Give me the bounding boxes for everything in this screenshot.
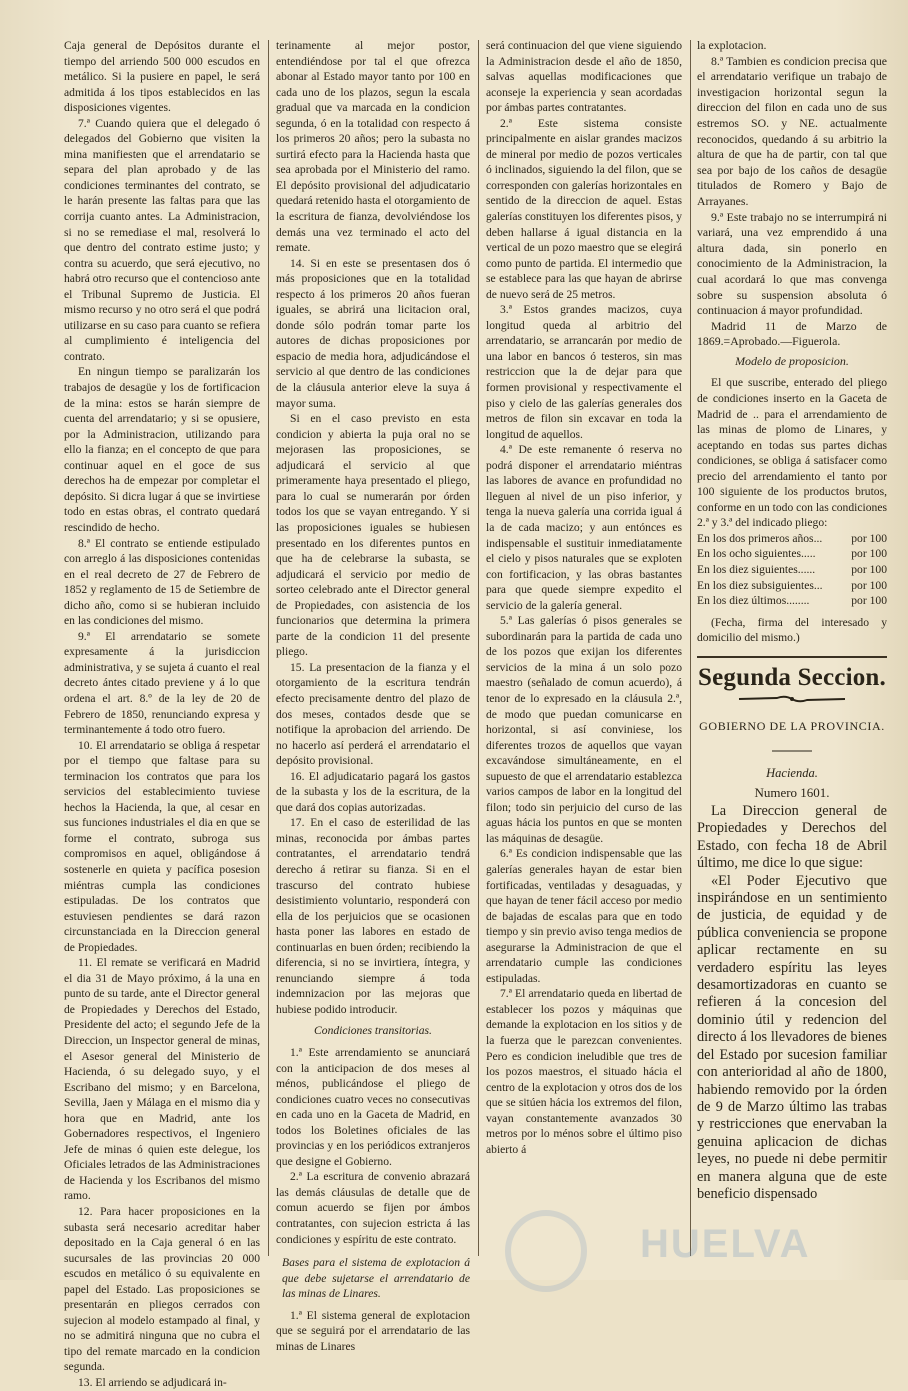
paragraph: 2.ª Este sistema consiste principalmente en aislar grandes macizos de mineral por medio de pozos verticales ó inclinados, siguiendo la del filon, que se corresponden con galerías horizontales en sentido de la direccion de aquel. Estas galerías constituyen los diferentes pisos, y deben hallarse á igual distancia en la vertical de un pozo maestro que se elegirá como punto de partida. El intermedio que se establece para las que hayan de abrirse de nuevo será de 25 metros. — [486, 116, 682, 301]
paragraph: 9.ª El arrendatario se somete expresamente á la jurisdiccion administrativa, y se sujeta á cuanto el real decreto ántes citado previene y á lo que ordena el art. 8.º de la ley de 20 de Febrero de 1850, renunciando expresa y terminantemente á todo otro fuero. — [64, 629, 260, 737]
row-label: En los diez subsiguientes... — [697, 578, 823, 592]
price-row — [697, 546, 887, 562]
paragraph: 3.ª Estos grandes macizos, cuya longitud queda al arbitrio del arrendatario, se arrancarán por medio de una labor en bancos ó testeros, sin mas restriccion que la de dejar para que formen provisional y respectivamente el piso y cielo de las galerías generales dos metros de filon sin excavar en toda la longitud de aquellos. — [486, 303, 682, 441]
paragraph: Caja general de Depósitos durante el tiempo del arriendo 500 000 escudos en metálico. Si la pusiere en papel, le será admitida á los tipos establecidos en las disposiciones vigentes. — [64, 39, 260, 115]
paragraph: 9.ª Este trabajo no se interrumpirá ni variará, una vez emprendido á una altura dada, sin ponerlo en conocimiento de la Administracion, la cual acordará lo que mas convenga sobre su suspension absoluta ó continuacion á mayor profundidad. — [697, 209, 887, 318]
paragraph: 17. En el caso de esterilidad de las minas, reconocida por ámbas partes contratantes, el arrendatario tendrá derecho á retirar su fianza. Si en el trascurso del contrato hubiese desistimiento voluntario, responderá con ella de los perjuicios que se ocasionen hasta poner las labores en estado de continuarlas en buen órden; recibiendo la diferencia, si no se invirtiera, íntegra, y renunciando siempre á toda indemnizacion por las mejoras que hubiese podido introducir. — [276, 816, 470, 1016]
bases-heading: Bases para el sistema de explotacion á que debe sujetarse el arrendatario de las minas de Linares. — [282, 1256, 470, 1301]
paragraph: será continuacion del que viene siguiendo la Administracion desde el año de 1850, salvas aquellas modificaciones que aconseje la experiencia y sean acordadas por ámbas partes contratantes. — [486, 39, 682, 115]
row-value: por 100 — [851, 594, 887, 608]
paragraph: 1.ª El sistema general de explotacion que se seguirá por el arrendatario de las minas de Linares — [276, 1308, 470, 1353]
row-value: por 100 — [851, 578, 887, 592]
row-label: En los diez últimos........ — [697, 594, 810, 608]
model-title: Modelo de proposicion. — [735, 353, 849, 368]
document-number: Numero 1601. — [754, 785, 830, 801]
watermark-text: HUELVA — [640, 1222, 811, 1266]
subsection-heading: Hacienda. — [766, 765, 818, 780]
section-title: Segunda Seccion. — [698, 663, 886, 691]
row-label: En los dos primeros años... — [697, 531, 823, 545]
column-3 — [486, 38, 682, 1253]
paragraph: 4.ª De este remanente ó reserva no podrá disponer el arrendatario miéntras las labores de avance en profundidad no lleguen al nivel de un piso inferior, y tenga la nueva galería una corrida igual á la de cada macizo; y aun entónces es indispensable el sustituir inmediatamente el cielo y pisos naturales que se exploten con fortificacion, y las obras bastantes para que quede siempre expedito el servicio de la galería general. — [486, 443, 682, 612]
row-label: En los diez siguientes...... — [697, 562, 816, 576]
paragraph: 8.ª Tambien es condicion precisa que el arrendatario verifique un trabajo de investigacion horizontal segun la direccion del filon en cada uno de sus estremos SO. y NE. actualmente reconocidos, quedando á su arbitrio la altura de que ha de partir, con tal que sea por bajo de los caños de desagüe titulados de Romero y Bajo de Arrayanes. — [697, 53, 887, 208]
column-1 — [64, 38, 260, 1390]
column-divider — [478, 40, 479, 1256]
government-heading: GOBIERNO DE LA PROVINCIA. — [699, 718, 885, 733]
paragraph: 13. El arriendo se adjudicará in- — [78, 1376, 227, 1390]
ornament-icon — [737, 694, 847, 704]
paragraph: En ningun tiempo se paralizarán los trabajos de desagüe y los de fortificacion de la mina: estos se harán siempre de cuenta del arrendatario; y si se opusiere, por la Administracion, utilizando para ello la fianza; en el concepto de que para continuar aquel en el goce de sus derechos ha de empezar por completar el depósito. Si dicra lugar á que se invirtiese todo en estas obras, el contrato quedará rescindido de hecho. — [64, 365, 260, 534]
intro-paragraph: La Direccion general de Propiedades y Derechos del Estado, con fecha 18 de Abril último, me dice lo que sigue: — [697, 803, 887, 872]
model-text: El que suscribe, enterado del pliego de condiciones inserto en la Gaceta de Madrid de .. para el arrendamiento de las minas de plomo de Linares, y aceptando en todas sus partes dichas condiciones, se obliga á satisfacer como precio del arrendamiento el tanto por 100 siguiente de los productos brutos, conforme en un todo con las condiciones 2.ª y 3.ª del indicado pliego: — [697, 376, 887, 530]
paragraph: 12. Para hacer proposiciones en la subasta será necesario acreditar haber depositado en la Caja general ó en las sucursales de las provincias 20 000 escudos en metálico ó su equivalente en papel del Estado. Las proposiciones se presentarán en pliegos cerrados con sujecion al modelo estampado al final, y no se admitirá ninguna que no cubra el tipo del remate marcado en la condicion segunda. — [64, 1205, 260, 1374]
row-label: En los ocho siguientes..... — [697, 547, 816, 561]
column-4 — [697, 38, 887, 1253]
paragraph: 10. El arrendatario se obliga á respetar por el tiempo que faltase para su terminacion los contratos que para los servicios del establecimiento tuviese hechos la Hacienda, la que, al cesar en sus funciones industriales el dia en que se forme el contrato, subroga sus compromisos en aquel, obligándose á sostenerle en quieta y pacífica posesion miéntras cumpla las condiciones estipuladas. De los contratos que estuviesen pendientes se dará razon circunstanciada en la Direccion general de Propiedades. — [64, 738, 260, 954]
price-row — [697, 593, 887, 609]
paragraph: 15. La presentacion de la fianza y el otorgamiento de la escritura tendrán efecto precisamente dentro del plazo de dos meses, contados desde que se notifique la aprobacion del arriendo. De no hacerlo así perderá el arrendatario el depósito provisional. — [276, 660, 470, 768]
paragraph: 5.ª Las galerías ó pisos generales se subordinarán para la partida de cada uno de los pozos que exijan los diferentes servicios de la mina á un solo pozo maestro (señalado de comun acuerdo), á tenor de lo expresado en la cláusula 2.ª, de modo que puedan comunicarse en horizontal, si así conviniese, los diferentes trozos de aquellos que vayan excavándose simultáneamente, en el supuesto de que el arrendatario establezca varios campos de labor en la longitud del filon; todo sin perjuicio del curso de las aguas hácia los puntos en que se monten las máquinas de desagüe. — [486, 614, 682, 845]
row-value: por 100 — [851, 562, 887, 576]
ornament-divider — [697, 693, 887, 709]
paragraph: 7.ª Cuando quiera que el delegado ó delegados del Gobierno que visiten la mina manifiesten que el arrendatario se separa del plan aprobado y de las condiciones terminantes del contrato, se le harán presente las faltas para que las corrija cuanto antes. La Administracion, si no se remediase el mal, resolverá lo que dentro del contrato estime justo; y contra su acuerdo, que será ejecutivo, no habrá otro recurso que el contencioso ante el Tribunal Supremo de Justicia. El mismo recurso y no otro será el que podrá utilizarse en su caso para cuanto se refiera al cumplimiento é inteligencia del contrato. — [64, 116, 260, 363]
paragraph: 6.ª Es condicion indispensable que las galerías generales hayan de estar bien fortificadas, ventiladas y desaguadas, y que hayan de tener fácil acceso por medio de bajadas de escalas para que en todo tiempo y sin previo aviso tenga medios de asegurarse la Administracion de que el arrendatario cumple las condiciones estipuladas. — [486, 847, 682, 985]
quote-paragraph: «El Poder Ejecutivo que inspirándose en un sentimiento de justicia, de equidad y de pública conveniencia se propone aplicar rectamente en su verdadero espíritu las leyes desamortizadoras en cuanto se refieren á la concesion del dominio útil y redencion del directo á los llevadores de bienes del Estado por sucesion familiar con anterioridad al año de 1800, habiendo removido por la órden de 9 de Marzo último las trabas y restricciones que enervaban la genuina aplicacion de dichas leyes, no puede ni debe permitir en manera alguna que de este beneficio dispensado — [697, 872, 887, 1202]
paragraph: 7.ª El arrendatario queda en libertad de establecer los pozos y máquinas que demande la explotacion en los sitios y de la fuerza que le parezcan convenientes. Pero es condicion ineludible que tres de los pozos maestros, el situado hácia el centro de la explotacion y otros dos de los que se sitúen hácia los extremos del filon, vayan constantemente avanzados 30 metros por lo ménos sobre el último piso abierto á — [486, 987, 682, 1156]
signature-line: Madrid 11 de Marzo de 1869.=Aprobado.—Figuerola. — [697, 318, 887, 349]
paragraph: 14. Si en este se presentasen dos ó más proposiciones que en la totalidad respecto á los primeros 20 años fueran iguales, se abrirá una licitacion oral, donde sólo podrán tomar parte los autores de dichas proposiciones por espacio de media hora, adjudicándose el servicio al que dentro de las condiciones de la cláusula anterior eleve la suya á mayor suma. — [276, 256, 470, 410]
row-value: por 100 — [851, 531, 887, 545]
row-value: por 100 — [851, 547, 887, 561]
column-divider — [268, 40, 269, 1256]
paragraph: Si en el caso previsto en esta condicion y abierta la puja oral no se mejorasen las proposiciones, se adjudicará el servicio al que primeramente haya presentado el pliego, para lo cual se numerarán por órden todos los que se vayan entregando. Y si las proposiciones iguales se hubiesen presentado en los diferentes puntos en que ha de celebrarse la subasta, se adjudicará el servicio por medio de sorteo celebrado ante el Director general de Propiedades, con asistencia de los funcionarios que determina la primera parte de la condicion 11 del presente pliego. — [276, 412, 470, 659]
paragraph: 11. El remate se verificará en Madrid el dia 31 de Mayo próximo, á la una en punto de su tarde, ante el Director general de Propiedades y Derechos del Estado, Presidente del acto; el segundo Jefe de la Direccion, un Inspector general de minas, el Asesor general del Ministerio de Hacienda, ó su delegado suyo, y el Escribano del mismo; y en Barcelona, Sevilla, Jaen y Málaga en el mismo dia y hora que en Madrid, ante los Gobernadores respectivos, el Ingeniero Jefe de minas ó quien este delegue, los Oficiales letrados de las Administraciones de Hacienda y los Escribanos del mismo ramo. — [64, 956, 260, 1203]
price-row — [697, 578, 887, 594]
watermark-emblem — [505, 1210, 587, 1292]
price-row — [697, 531, 887, 547]
section-divider — [697, 656, 887, 658]
rule-icon — [772, 749, 812, 753]
column-divider — [690, 40, 691, 1256]
paragraph: terinamente al mejor postor, entendiéndose por tal el que ofrezca abonar al Estado mayor tanto por 100 en cada uno de los plazos, segun la escala gradual que va marcada en la condicion segunda, ó en la totalidad con respecto á los primeros 20 años; pero la subasta no surtirá efecto para la Hacienda hasta que sea aprobada por el Ministerio del ramo. El depósito provisional del adjudicatario quedará retenido hasta el otorgamiento de la escritura de fianza, devolviéndose los demás una vez terminado el acto del remate. — [276, 39, 470, 255]
price-row — [697, 562, 887, 578]
model-footer: (Fecha, firma del interesado y domicilio del mismo.) — [697, 615, 887, 645]
paragraph: 8.ª El contrato se entiende estipulado con arreglo á las disposiciones contenidas en el real decreto de 27 de Febrero de 1852 y reglamento de 15 de Setiembre de dicho año, como si se hubieran incluido en las condiciones del mismo. — [64, 536, 260, 628]
transitional-conditions-heading: Condiciones transitorias. — [314, 1024, 432, 1038]
paragraph: la explotacion. — [697, 38, 767, 52]
paragraph: 16. El adjudicatario pagará los gastos de la subasta y los de la escritura, de la que dará dos copias autorizadas. — [276, 769, 470, 814]
paragraph: 2.ª La escritura de convenio abrazará las demás cláusulas de detalle que de comun acuerdo se fijen por ámbos contratantes, con sujecion estricta á las condiciones y espíritu de este contrato. — [276, 1170, 470, 1246]
column-2 — [276, 38, 470, 1353]
short-rule — [697, 742, 887, 758]
paragraph: 1.ª Este arrendamiento se anunciará con la anticipacion de dos meses al ménos, publicándose el pliego de condiciones cuatro veces no consecutivas en cada uno en la Gaceta de Madrid, en todos los Boletines oficiales de las provincias y en los periódicos extranjeros que designe el Gobierno. — [276, 1046, 470, 1168]
